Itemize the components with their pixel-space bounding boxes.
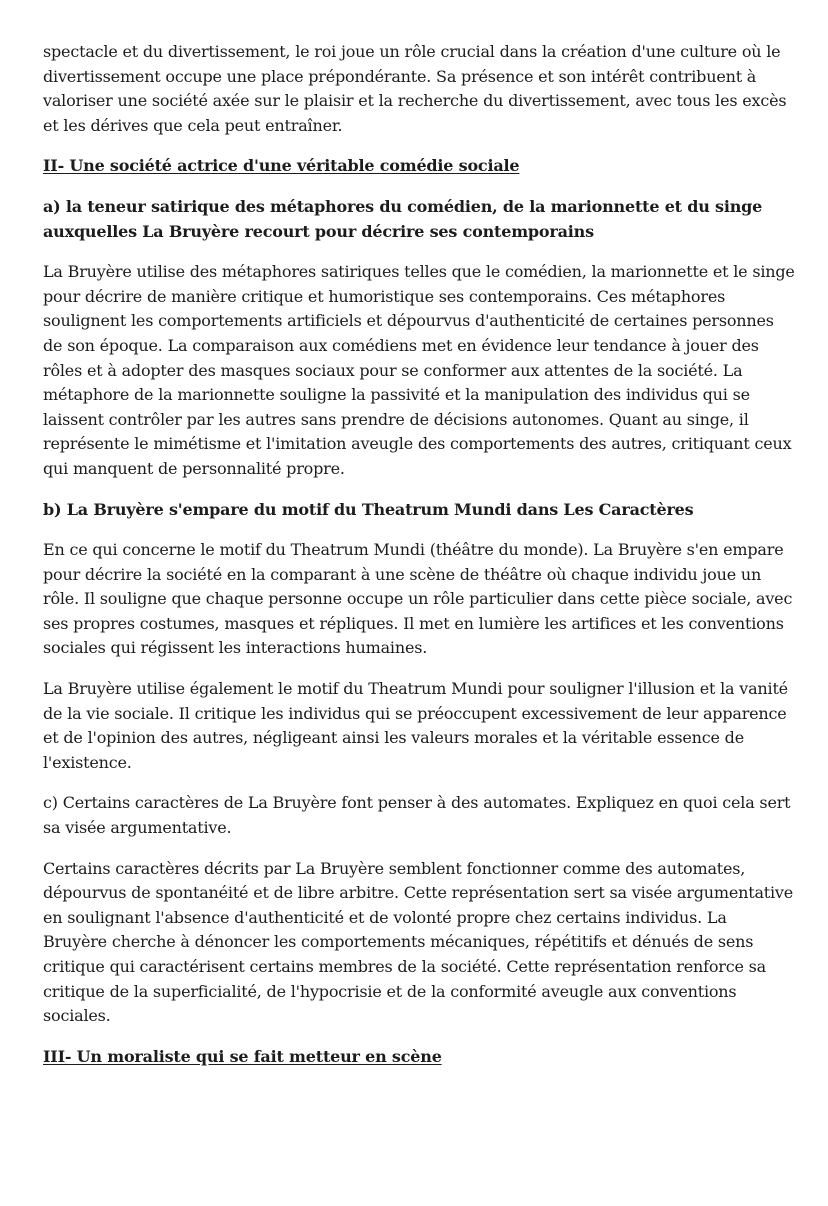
subsection-a-paragraph: La Bruyère utilise des métaphores satiriques telles que le comédien, la marionnette et le singe pour décrire de manière critique et humoristique ses contemporains. Ces métaphores soulignent les comportements artificiels et dépourvus d'authenticité de certaines personnes de son époque. La comparaison aux comédiens met en évidence leur tendance à jouer des rôles et à adopter des masques sociaux pour se conformer aux attentes de la société. La métaphore de la marionnette souligne la passivité et la manipulation des individus qui se laissent contrôler par les autres sans prendre de décisions autonomes. Quant au singe, il représente le mimétisme et l'imitation aveugle des comportements des autres, critiquant ceux qui manquent de personnalité propre. (43, 262, 795, 478)
subsection-c-paragraph: Certains caractères décrits par La Bruyère semblent fonctionner comme des automates, dépourvus de spontanéité et de libre arbitre. Cette représentation sert sa visée argumentative en soulignant l'absence d'authenticité et de volonté propre chez certains individus. La Bruyère cherche à dénoncer les comportements mécaniques, répétitifs et dénués de sens critique qui caractérisent certains membres de la société. Cette représentation renforce sa critique de la superficialité, de l'hypocrisie et de la conformité aveugle aux conventions sociales. (43, 858, 794, 1026)
subsection-b-heading: b) La Bruyère s'empare du motif du Theatrum Mundi dans Les Caractères (43, 499, 694, 519)
subsection-a-heading: a) la teneur satirique des métaphores du comédien, de la marionnette et du singe auxquelles La Bruyère recourt pour décrire ses contemporains (43, 196, 763, 241)
section-2-heading: II- Une société actrice d'une véritable comédie sociale (43, 156, 520, 176)
subsection-c-question: c) Certains caractères de La Bruyère font penser à des automates. Expliquez en quoi cela sert sa visée argumentative. (43, 793, 791, 838)
subsection-b-paragraph-2: La Bruyère utilise également le motif du Theatrum Mundi pour souligner l'illusion et la vanité de la vie sociale. Il critique les individus qui se préoccupent excessivement de leur apparence et de l'opinion des autres, négligeant ainsi les valeurs morales et la véritable essence de l'existence. (43, 679, 788, 772)
section-3-heading: III- Un moraliste qui se fait metteur en scène (43, 1046, 442, 1066)
intro-paragraph: spectacle et du divertissement, le roi joue un rôle crucial dans la création d'une culture où le divertissement occupe une place prépondérante. Sa présence et son intérêt contribuent à valoriser une société axée sur le plaisir et la recherche du divertissement, avec tous les excès et les dérives que cela peut entraîner. (43, 42, 787, 135)
subsection-b-paragraph-1: En ce qui concerne le motif du Theatrum Mundi (théâtre du monde). La Bruyère s'en empare pour décrire la société en la comparant à une scène de théâtre où chaque individu joue un rôle. Il souligne que chaque personne occupe un rôle particulier dans cette pièce sociale, avec ses propres costumes, masques et répliques. Il met en lumière les artifices et les conventions sociales qui régissent les interactions humaines. (43, 540, 793, 658)
document-page (43, 40, 795, 1085)
